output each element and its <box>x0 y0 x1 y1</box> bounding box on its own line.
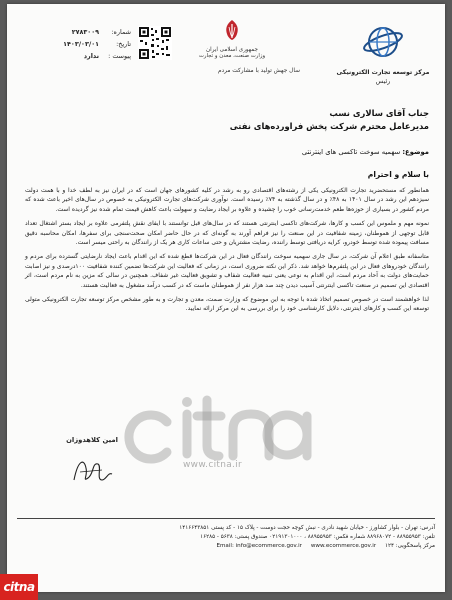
addressee-name: جناب آقای سالاری نسب <box>329 108 429 118</box>
org-role: رئیس <box>375 78 391 85</box>
footer-phones: تلفن: ۸۸۹۵۵۹۵۳ - ۸۸۹۶۸۰۷۲ شماره فکس: ۸۸۹۵۵۹۵۳ ، ۰۲۱۹۱۳۰۱۰۰۰ صندوق پستی: ۵۶۳۸ - ۱۶۲۸۵ <box>200 534 435 540</box>
iran-emblem-icon <box>221 18 243 42</box>
letter-footer <box>17 518 435 551</box>
footer-website: www.ecommerce.gov.ir <box>310 543 377 549</box>
org-name: مرکز توسعه تجارت الکترونیکی <box>336 69 430 76</box>
body-paragraph: متاسفانه طبق اعلام آن شرکت، در سال جاری سهمیه سوخت رانندگان فعال در این شرکت‌ها قطع شده که این اقدام باعث ایجاد نارضایتی گسترده برای مردم و رانندگان خودروهای فعال در این پلتفرم‌ها خواهد شد. ذکر این نکته ضروری است، در زمانی که فعالیت این شرکت‌ها تضمین کننده شفافیت ۱۰۰درصدی و نیز اصابت حمایت‌های دولت به آحاد مردم است، این اقدام به نوعی یعنی تنبیه فعالیت شفاف و تشویق فعالیت غیر شفاف. همچنین در سالی که مزین به نام مردم است، اثر اقتصادی این تصمیم در صنعت تاکسی اینترنتی آسیب دیدن چند صد هزار نفر از هموطنان ماست که در کسب درآمد مشغول به فعالیت هستند. <box>25 253 429 289</box>
signature-block <box>37 436 147 494</box>
letter-page <box>7 4 445 592</box>
gov-emblem-block <box>187 18 277 59</box>
footer-email: Email: info@ecommerce.gov.ir <box>216 543 302 549</box>
date-label: تاریخ: <box>116 40 131 48</box>
letter-body <box>25 186 429 319</box>
body-paragraph: نمونه مهم و ملموس این کسب و کارها، شرکت‌های تاکسی اینترنتی هستند که در سال‌های قبل توانستند با ایفای نقش پلتفرمی علاوه بر ایجاد بستر اشتغال تعداد قابل توجهی از هموطنان، زمینه شفافیت در این صنعت را نیز فراهم آورند به گونه‌ای که در حال حاضر امکان صحت‌سنجی برای سفرها، امکان محاسبه دقیق مسافت پیموده شده توسط خودرو، کرایه دریافتی توسط راننده، رضایت مشتریان و حتی ساعات کاری هر یک از رانندگان به راحتی میسر است. <box>25 220 429 247</box>
number-label: شماره: <box>111 28 131 36</box>
footer-contacts <box>17 542 435 551</box>
addressee <box>29 108 429 131</box>
addressee-title: مدیرعامل محترم شرکت پخش فراورده‌های نفتی <box>229 121 429 131</box>
org-header <box>333 22 433 85</box>
footer-address: آدرس: تهران - بلوار کشاورز - خیابان شهید نادری - نبش کوچه حجت دوست - پلاک ۱۵ - کد پستی ۱۴۱۶۶۴۳۸۵۱ <box>179 525 435 531</box>
body-paragraph: همانطور که مستحضرید تجارت الکترونیکی یکی از رشته‌های اقتصادی رو به رشد در کلیه کشورهای جهان است که در ایران نیز به لطف خدا و با همت دولت سیزدهم این رشد در سال ۱۴۰۱ به ۴۸٪ و در سال گذشته به ۷۴٪ رسیده است. نوآوری شرکت‌های تجارت الکترونیکی به خصوص در سال‌های اخیر باعث شده که مردم کشور در بسیاری از حوزه‌ها طعم خدمت‌رسانی خوب را چشیده و علاوه بر ایجاد رضایت و سهولت باعث کاهش قیمت تمام شده نیز گردیده است. <box>25 187 430 213</box>
body-paragraph: لذا خواهشمند است در خصوص تصمیم اتخاذ شده با توجه به این موضوع که وزارت صمت، معدن و تجارت و به طور مشخص مرکز توسعه تجارت الکترونیکی متولی توسعه این کسب و کارهای اینترنتی، دلایل کارشناسی خود را برای بررسی به این مرکز ارائه نمایید. <box>25 296 429 313</box>
footer-callcenter: مرکز پاسخگویی: ۱۲۴ <box>384 543 435 549</box>
year-slogan: سال جهش تولید با مشارکت مردم <box>217 68 300 74</box>
ecommerce-globe-logo-icon <box>361 22 405 62</box>
letter-date: ۱۴۰۳/۰۳/۰۱ <box>63 40 99 48</box>
signatory-name: امین کلاهدوزان <box>66 436 118 444</box>
subject-line <box>29 148 429 156</box>
letter-number: ۲۷۸۳۰۰۹ <box>71 28 99 36</box>
signature-scribble-icon <box>62 450 122 490</box>
qr-code-icon <box>138 26 172 60</box>
greeting: با سلام و احترام <box>367 170 429 179</box>
citna-corner-logo: citna <box>0 574 38 600</box>
attachment-value: ندارد <box>83 52 99 60</box>
subject-label: موضوع: <box>402 148 429 156</box>
gov-line2: وزارت صنعت، معدن و تجارت <box>198 53 266 59</box>
attachment-label: پیوست : <box>108 52 131 60</box>
subject-value: سهمیه سوخت تاکسی های اینترنتی <box>301 148 401 156</box>
watermark-url: www.citna.ir <box>183 460 242 470</box>
letter-meta <box>21 28 131 64</box>
gov-line1: جمهوری اسلامی ایران <box>206 47 258 53</box>
